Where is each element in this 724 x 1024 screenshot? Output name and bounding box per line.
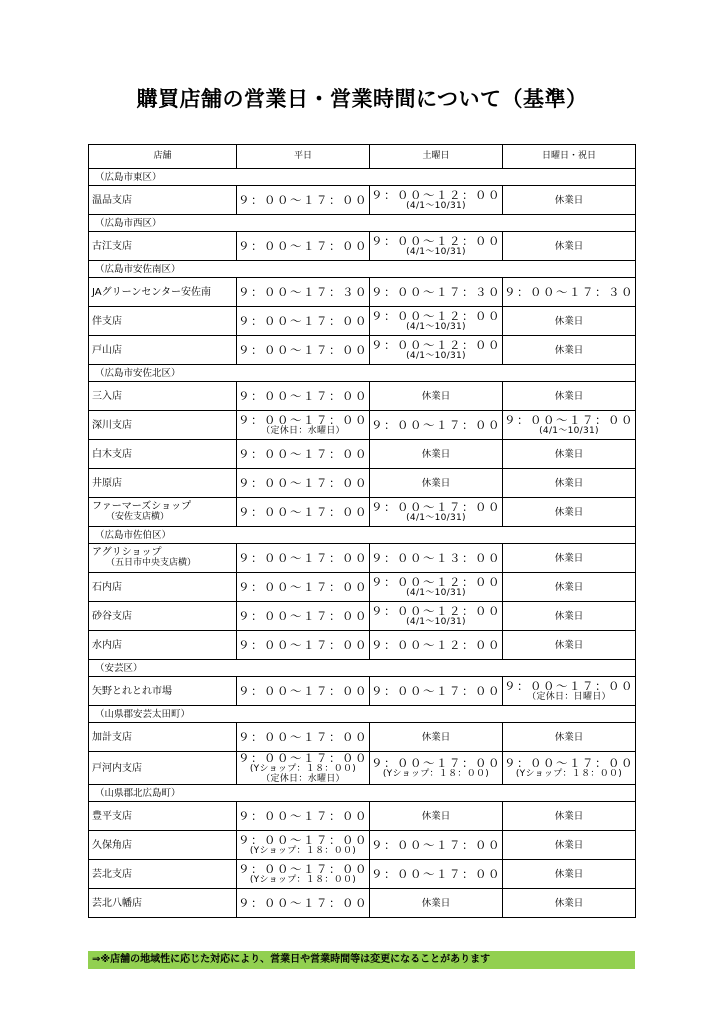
table-row bbox=[89, 336, 636, 365]
saturday-hours bbox=[370, 631, 503, 660]
hours-text: ９：００～１７：００ bbox=[238, 684, 368, 698]
store-name-text: 芸北八幡店 bbox=[92, 897, 142, 909]
store-name-text: アグリショップ bbox=[92, 547, 162, 558]
store-name-text: 戸山店 bbox=[92, 344, 122, 356]
store-name-text: ファーマーズショップ bbox=[92, 501, 192, 512]
hours-note: （定休日：水曜日） bbox=[261, 774, 345, 784]
hours-text: ９：００～１７：００ bbox=[238, 193, 368, 207]
region-label: （山県郡安芸太田町） bbox=[89, 706, 636, 723]
store-name bbox=[89, 677, 237, 706]
weekday-hours bbox=[237, 498, 370, 527]
store-hours-table bbox=[88, 144, 636, 918]
hours-note: （定休日：日曜日） bbox=[527, 692, 611, 702]
hours-text: ９：００～１７：３０ bbox=[238, 285, 368, 299]
hours-text: ９：００～１７：００ bbox=[238, 730, 368, 744]
store-name bbox=[89, 186, 237, 215]
hours-text: ９：００～１７：００ bbox=[238, 239, 368, 253]
hours-note: (4/1～10/31) bbox=[406, 513, 466, 523]
region-label: （広島市安佐北区） bbox=[89, 365, 636, 382]
hours-text: ９：００～１２：００ bbox=[371, 234, 501, 248]
table-row bbox=[89, 469, 636, 498]
closed-label: 休業日 bbox=[554, 552, 584, 564]
table-row bbox=[89, 631, 636, 660]
saturday-hours bbox=[370, 307, 503, 336]
weekday-hours bbox=[237, 469, 370, 498]
region-label: （山県郡北広島町） bbox=[89, 785, 636, 802]
header-store: 店舗 bbox=[89, 145, 237, 169]
weekday-hours bbox=[237, 723, 370, 752]
closed-label: 休業日 bbox=[554, 448, 584, 460]
store-name-text: 温品支店 bbox=[92, 194, 132, 206]
header-weekday: 平日 bbox=[237, 145, 370, 169]
sunday-hours bbox=[503, 752, 636, 785]
hours-note: （定休日：水曜日） bbox=[261, 426, 345, 436]
store-name bbox=[89, 469, 237, 498]
saturday-hours bbox=[370, 544, 503, 573]
closed-label: 休業日 bbox=[554, 344, 584, 356]
closed-label: 休業日 bbox=[554, 194, 584, 206]
weekday-hours bbox=[237, 752, 370, 785]
sunday-hours bbox=[503, 498, 636, 527]
hours-note: (Yショップ：１８：００) bbox=[249, 846, 357, 856]
region-row bbox=[89, 660, 636, 677]
hours-text: ９：００～１２：００ bbox=[371, 638, 501, 652]
sunday-hours bbox=[503, 677, 636, 706]
closed-label: 休業日 bbox=[421, 448, 451, 460]
table-row bbox=[89, 232, 636, 261]
saturday-hours bbox=[370, 602, 503, 631]
hours-note: (Yショップ：１８：００) bbox=[249, 875, 357, 885]
closed-label: 休業日 bbox=[554, 810, 584, 822]
table-row bbox=[89, 723, 636, 752]
closed-label: 休業日 bbox=[554, 315, 584, 327]
closed-label: 休業日 bbox=[554, 477, 584, 489]
hours-note: (4/1～10/31) bbox=[406, 322, 466, 332]
hours-note: (Yショップ：１８：００) bbox=[515, 769, 623, 779]
hours-note: (4/1～10/31) bbox=[539, 426, 599, 436]
region-label: （広島市東区） bbox=[89, 169, 636, 186]
hours-text: ９：００～１７：３０ bbox=[504, 285, 634, 299]
weekday-hours bbox=[237, 382, 370, 411]
closed-label: 休業日 bbox=[421, 897, 451, 909]
weekday-hours bbox=[237, 677, 370, 706]
store-name bbox=[89, 498, 237, 527]
hours-text: ９：００～１７：３０ bbox=[371, 285, 501, 299]
table-row bbox=[89, 802, 636, 831]
store-name bbox=[89, 232, 237, 261]
store-name-text: 矢野とれとれ市場 bbox=[92, 685, 172, 697]
saturday-hours bbox=[370, 382, 503, 411]
store-name-text: 戸河内支店 bbox=[92, 762, 142, 774]
store-name-text: 加計支店 bbox=[92, 731, 132, 743]
store-name bbox=[89, 278, 237, 307]
weekday-hours bbox=[237, 307, 370, 336]
store-name-text: JAグリーンセンター安佐南 bbox=[92, 286, 212, 298]
region-label: （広島市佐伯区） bbox=[89, 527, 636, 544]
hours-text: ９：００～１２：００ bbox=[371, 575, 501, 589]
sunday-hours bbox=[503, 336, 636, 365]
table-row bbox=[89, 602, 636, 631]
hours-note: (Yショップ：１８：００) bbox=[382, 769, 490, 779]
table-row bbox=[89, 860, 636, 889]
weekday-hours bbox=[237, 232, 370, 261]
region-row bbox=[89, 706, 636, 723]
closed-label: 休業日 bbox=[554, 506, 584, 518]
hours-note: (4/1～10/31) bbox=[406, 247, 466, 257]
hours-text: ９：００～１７：００ bbox=[371, 838, 501, 852]
page-title: 購買店舗の営業日・営業時間について（基準） bbox=[136, 87, 588, 111]
closed-label: 休業日 bbox=[554, 581, 584, 593]
table-row bbox=[89, 278, 636, 307]
closed-label: 休業日 bbox=[554, 897, 584, 909]
sunday-hours bbox=[503, 186, 636, 215]
table-row bbox=[89, 752, 636, 785]
hours-text: ９：００～１７：００ bbox=[238, 896, 368, 910]
sunday-hours bbox=[503, 440, 636, 469]
weekday-hours bbox=[237, 602, 370, 631]
table-row bbox=[89, 440, 636, 469]
hours-text: ９：００～１７：００ bbox=[238, 751, 368, 765]
table-row bbox=[89, 831, 636, 860]
saturday-hours bbox=[370, 677, 503, 706]
hours-text: ９：００～１７：００ bbox=[238, 862, 368, 876]
closed-label: 休業日 bbox=[421, 390, 451, 402]
store-name-text: 深川支店 bbox=[92, 419, 132, 431]
table-row bbox=[89, 307, 636, 336]
closed-label: 休業日 bbox=[554, 240, 584, 252]
weekday-hours bbox=[237, 831, 370, 860]
sunday-hours bbox=[503, 723, 636, 752]
hours-text: ９：００～１７：００ bbox=[238, 551, 368, 565]
hours-note: (4/1～10/31) bbox=[406, 351, 466, 361]
saturday-hours bbox=[370, 573, 503, 602]
closed-label: 休業日 bbox=[421, 477, 451, 489]
hours-text: ９：００～１７：００ bbox=[238, 343, 368, 357]
store-name-text: 伴支店 bbox=[92, 315, 122, 327]
store-name bbox=[89, 631, 237, 660]
closed-label: 休業日 bbox=[554, 390, 584, 402]
store-name bbox=[89, 752, 237, 785]
hours-text: ９：００～１７：００ bbox=[504, 679, 634, 693]
sunday-hours bbox=[503, 802, 636, 831]
store-name-text: 豊平支店 bbox=[92, 810, 132, 822]
weekday-hours bbox=[237, 573, 370, 602]
store-name-text: 久保角店 bbox=[92, 839, 132, 851]
store-name-text: 古江支店 bbox=[92, 240, 132, 252]
weekday-hours bbox=[237, 544, 370, 573]
store-name bbox=[89, 723, 237, 752]
saturday-hours bbox=[370, 752, 503, 785]
weekday-hours bbox=[237, 631, 370, 660]
hours-text: ９：００～１７：００ bbox=[238, 809, 368, 823]
region-row bbox=[89, 365, 636, 382]
sunday-hours bbox=[503, 411, 636, 440]
sunday-hours bbox=[503, 631, 636, 660]
sunday-hours bbox=[503, 573, 636, 602]
store-name-text: 水内店 bbox=[92, 639, 122, 651]
saturday-hours bbox=[370, 469, 503, 498]
saturday-hours bbox=[370, 186, 503, 215]
hours-text: ９：００～１７：００ bbox=[238, 314, 368, 328]
hours-text: ９：００～１３：００ bbox=[371, 551, 501, 565]
hours-text: ９：００～１７：００ bbox=[371, 756, 501, 770]
region-row bbox=[89, 527, 636, 544]
closed-label: 休業日 bbox=[554, 868, 584, 880]
hours-text: ９：００～１７：００ bbox=[238, 413, 368, 427]
closed-label: 休業日 bbox=[554, 639, 584, 651]
weekday-hours bbox=[237, 860, 370, 889]
hours-text: ９：００～１７：００ bbox=[238, 476, 368, 490]
hours-text: ９：００～１７：００ bbox=[238, 638, 368, 652]
weekday-hours bbox=[237, 440, 370, 469]
closed-label: 休業日 bbox=[554, 839, 584, 851]
hours-text: ９：００～１７：００ bbox=[238, 833, 368, 847]
header-sunday-holiday: 日曜日・祝日 bbox=[503, 145, 636, 169]
table-header-row bbox=[89, 145, 636, 169]
hours-note: (Yショップ：１８：００) bbox=[249, 764, 357, 774]
store-name bbox=[89, 411, 237, 440]
saturday-hours bbox=[370, 232, 503, 261]
hours-text: ９：００～１７：００ bbox=[238, 389, 368, 403]
hours-text: ９：００～１７：００ bbox=[371, 867, 501, 881]
region-label: （安芸区） bbox=[89, 660, 636, 677]
hours-text: ９：００～１７：００ bbox=[238, 580, 368, 594]
region-row bbox=[89, 261, 636, 278]
region-row bbox=[89, 785, 636, 802]
table-row bbox=[89, 382, 636, 411]
weekday-hours bbox=[237, 186, 370, 215]
table-row bbox=[89, 889, 636, 918]
store-name bbox=[89, 802, 237, 831]
sunday-hours bbox=[503, 860, 636, 889]
closed-label: 休業日 bbox=[421, 810, 451, 822]
closed-label: 休業日 bbox=[554, 610, 584, 622]
sunday-hours bbox=[503, 469, 636, 498]
hours-text: ９：００～１７：００ bbox=[371, 500, 501, 514]
store-name-text: 三入店 bbox=[92, 390, 122, 402]
store-location-note: （安佐支店横） bbox=[106, 512, 170, 522]
table-row bbox=[89, 544, 636, 573]
region-row bbox=[89, 169, 636, 186]
store-name-text: 砂谷支店 bbox=[92, 610, 132, 622]
saturday-hours bbox=[370, 802, 503, 831]
hours-text: ９：００～１２：００ bbox=[371, 604, 501, 618]
table-body bbox=[89, 169, 636, 918]
hours-note: (4/1～10/31) bbox=[406, 617, 466, 627]
hours-text: ９：００～１７：００ bbox=[238, 505, 368, 519]
weekday-hours bbox=[237, 411, 370, 440]
store-name bbox=[89, 889, 237, 918]
weekday-hours bbox=[237, 278, 370, 307]
hours-text: ９：００～１２：００ bbox=[371, 338, 501, 352]
store-name-text: 白木支店 bbox=[92, 448, 132, 460]
saturday-hours bbox=[370, 336, 503, 365]
hours-text: ９：００～１７：００ bbox=[371, 418, 501, 432]
saturday-hours bbox=[370, 889, 503, 918]
weekday-hours bbox=[237, 802, 370, 831]
store-name bbox=[89, 860, 237, 889]
hours-text: ９：００～１７：００ bbox=[504, 756, 634, 770]
closed-label: 休業日 bbox=[554, 731, 584, 743]
store-name bbox=[89, 544, 237, 573]
hours-text: ９：００～１２：００ bbox=[371, 309, 501, 323]
region-label: （広島市安佐南区） bbox=[89, 261, 636, 278]
saturday-hours bbox=[370, 831, 503, 860]
saturday-hours bbox=[370, 411, 503, 440]
sunday-hours bbox=[503, 889, 636, 918]
saturday-hours bbox=[370, 723, 503, 752]
disclaimer-note: ⇒※店舗の地域性に応じた対応により、営業日や営業時間等は変更になることがあります bbox=[88, 951, 635, 969]
closed-label: 休業日 bbox=[421, 731, 451, 743]
sunday-hours bbox=[503, 544, 636, 573]
table-row bbox=[89, 498, 636, 527]
table-row bbox=[89, 186, 636, 215]
sunday-hours bbox=[503, 232, 636, 261]
store-name bbox=[89, 336, 237, 365]
store-name bbox=[89, 382, 237, 411]
weekday-hours bbox=[237, 889, 370, 918]
header-saturday: 土曜日 bbox=[370, 145, 503, 169]
sunday-hours bbox=[503, 602, 636, 631]
table-row bbox=[89, 573, 636, 602]
store-name bbox=[89, 831, 237, 860]
table-row bbox=[89, 411, 636, 440]
saturday-hours bbox=[370, 498, 503, 527]
store-name-text: 井原店 bbox=[92, 477, 122, 489]
table-row bbox=[89, 677, 636, 706]
hours-text: ９：００～１７：００ bbox=[371, 684, 501, 698]
store-name bbox=[89, 573, 237, 602]
store-name-text: 石内店 bbox=[92, 581, 122, 593]
hours-note: (4/1～10/31) bbox=[406, 588, 466, 598]
hours-note: (4/1～10/31) bbox=[406, 201, 466, 211]
hours-text: ９：００～１７：００ bbox=[238, 609, 368, 623]
region-label: （広島市西区） bbox=[89, 215, 636, 232]
hours-text: ９：００～１２：００ bbox=[371, 188, 501, 202]
hours-text: ９：００～１７：００ bbox=[238, 447, 368, 461]
saturday-hours bbox=[370, 278, 503, 307]
weekday-hours bbox=[237, 336, 370, 365]
sunday-hours bbox=[503, 307, 636, 336]
sunday-hours bbox=[503, 831, 636, 860]
store-name bbox=[89, 440, 237, 469]
store-name bbox=[89, 602, 237, 631]
store-name bbox=[89, 307, 237, 336]
hours-text: ９：００～１７：００ bbox=[504, 413, 634, 427]
sunday-hours bbox=[503, 278, 636, 307]
store-location-note: （五日市中央支店横） bbox=[106, 558, 197, 568]
store-name-text: 芸北支店 bbox=[92, 868, 132, 880]
sunday-hours bbox=[503, 382, 636, 411]
region-row bbox=[89, 215, 636, 232]
saturday-hours bbox=[370, 440, 503, 469]
saturday-hours bbox=[370, 860, 503, 889]
